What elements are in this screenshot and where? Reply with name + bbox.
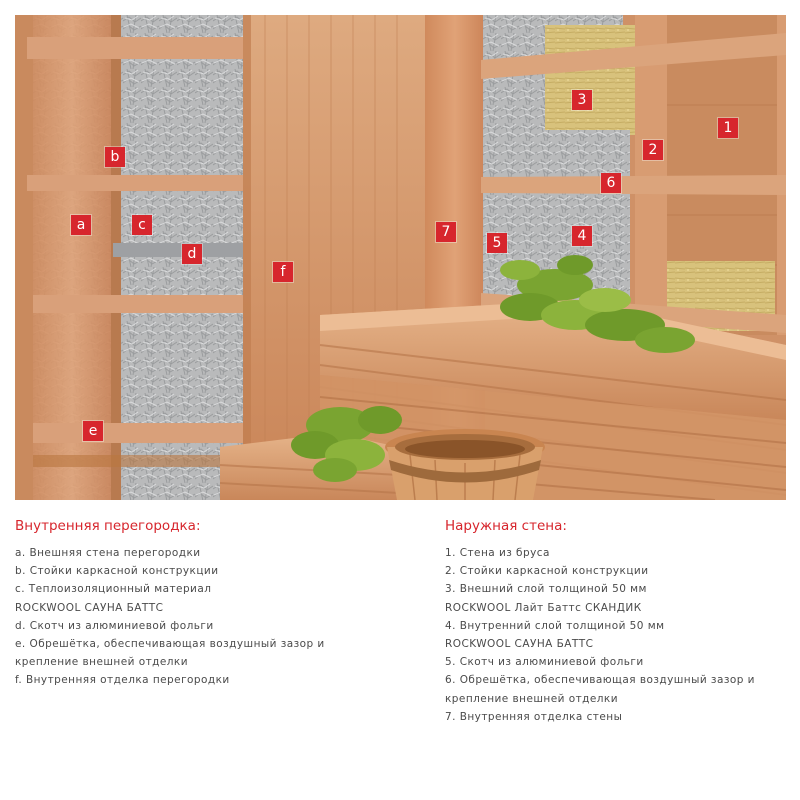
marker-6: 6 [601,173,621,193]
outer-wall-legend-title: Наружная стена: [445,518,567,534]
list-item: e. Обрешётка, обеспечивающая воздушный зазор и [15,638,325,651]
list-item: 1. Стена из бруса [445,547,550,559]
list-item: 4. Внутренний слой толщиной 50 мм [445,619,665,632]
marker-2: 2 [643,140,663,160]
marker-1: 1 [718,118,738,138]
list-item: 2. Стойки каркасной конструкции [445,565,649,578]
list-item: 5. Скотч из алюминиевой фольги [445,656,644,669]
sauna-cutaway-illustration [15,15,786,500]
marker-d: d [182,244,202,264]
list-item: ROCKWOOL Лайт Баттс СКАНДИК [445,601,642,614]
outer-wall-legend [445,518,785,726]
list-item: крепление внешней отделки [445,692,618,705]
list-item: 6. Обрешётка, обеспечивающая воздушный зазор и [445,674,755,687]
marker-7: 7 [436,222,456,242]
list-item: крепление внешней отделки [15,656,188,669]
list-item: ROCKWOOL САУНА БАТТС [15,601,164,614]
partition-legend-list [15,544,415,690]
marker-f: f [273,262,293,282]
partition-legend-title: Внутренняя перегородка: [15,518,201,534]
bucket [385,429,545,500]
marker-a: a [71,215,91,235]
list-item: 7. Внутренняя отделка стены [445,710,623,723]
list-item: c. Теплоизоляционный материал [15,583,212,596]
marker-b: b [105,147,125,167]
list-item: a. Внешняя стена перегородки [15,547,201,559]
marker-e: e [83,421,103,441]
list-item: f. Внутренняя отделка перегородки [15,674,230,687]
outer-wall-legend-list [445,544,785,726]
list-item: d. Скотч из алюминиевой фольги [15,619,214,632]
marker-5: 5 [487,233,507,253]
partition-legend [15,518,415,690]
list-item: b. Стойки каркасной конструкции [15,565,219,578]
marker-c: c [132,215,152,235]
list-item: 3. Внешний слой толщиной 50 мм [445,583,647,596]
list-item: ROCKWOOL САУНА БАТТС [445,638,594,651]
marker-4: 4 [572,226,592,246]
marker-3: 3 [572,90,592,110]
